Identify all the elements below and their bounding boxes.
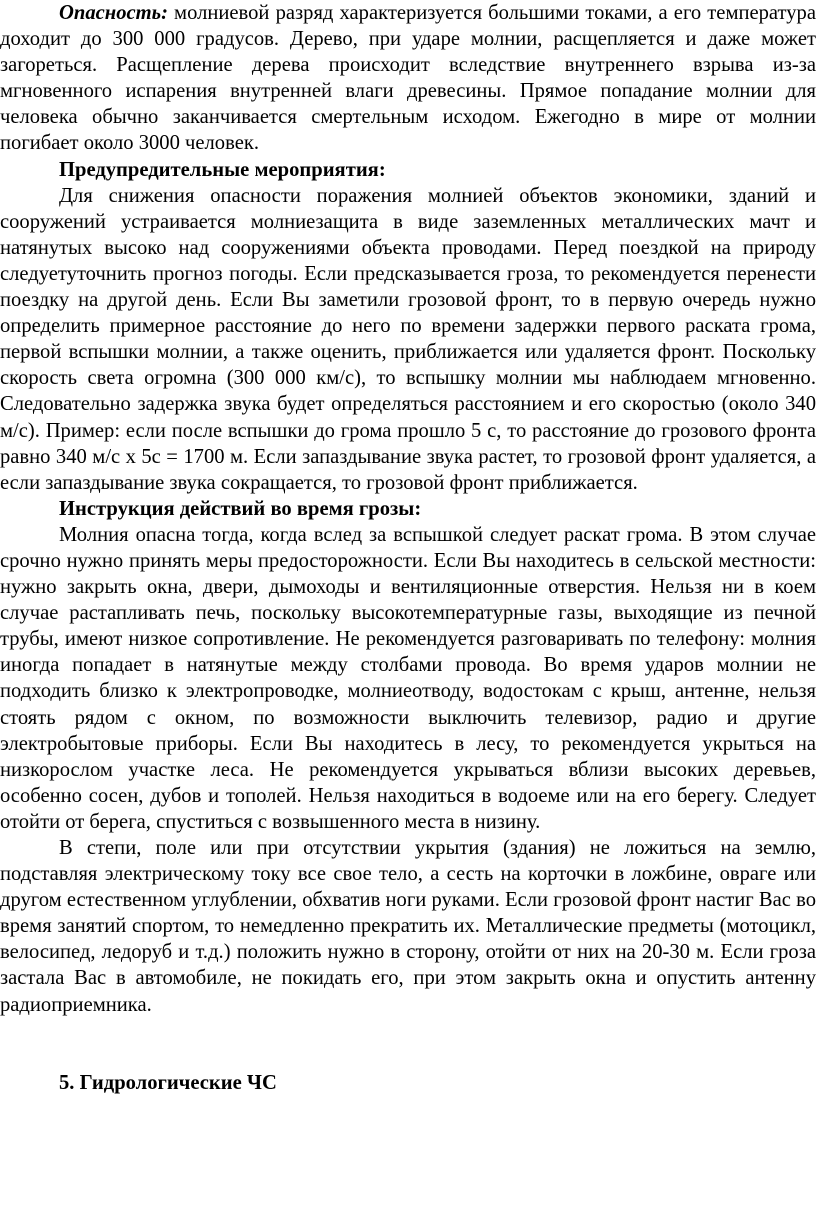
- danger-label: Опасность:: [59, 2, 168, 24]
- preventive-paragraph: Для снижения опасности поражения молнией объектов экономики, зданий и сооружений устраивается молниезащита в виде заземленных металлических мачт и натянутых высоко над сооружениями объекта проводами. Перед поездкой на природу следуетуточнить прогноз погоды. Если предсказывается гроза, то рекомендуется перенести поездку на другой день. Если Вы заметили грозовой фронт, то в первую очередь нужно определить примерное расстояние до него по времени задержки первого раската грома, первой вспышки молнии, а также оценить, приближается или удаляется фронт. Поскольку скорость света огромна (300 000 км/с), то вспышку молнии мы наблюдаем мгновенно. Следовательно задержка звука будет определяться расстоянием и его скоростью (около 340 м/с). Пример: если после вспышки до грома прошло 5 с, то расстояние до грозового фронта равно 340 м/с х 5с = 1700 м. Если запаздывание звука растет, то грозовой фронт удаляется, а если запаздывание звука сокращается, то грозовой фронт приближается.: [0, 184, 816, 494]
- danger-text: молниевой разряд характеризуется большими токами, а его температура доходит до 300 000 градусов. Дерево, при ударе молнии, расщепляется и даже может загореться. Расщепление дерева происходит вследствие внутреннего взрыва из-за мгновенного испарения внутренней влаги древесины. Прямое попадание молнии для человека обычно заканчивается смертельным исходом. Ежегодно в мире от молнии погибает около 3000 человек.: [0, 2, 816, 155]
- instructions-heading: Инструкция действий во время грозы:: [59, 497, 422, 520]
- instructions-paragraph-2: В степи, поле или при отсутствии укрытия (здания) не ложиться на землю, подставляя электрическому току все свое тело, а сесть на корточки в ложбине, овраге или другом естественном углублении, обхватив ноги руками. Если грозовой фронт настиг Вас во время занятий спортом, то немедленно прекратить их. Металлические предметы (мотоцикл, велосипед, ледоруб и т.д.) положить нужно в сторону, отойти от них на 20-30 м. Если гроза застала Вас в автомобиле, не покидать его, при этом закрыть окна и опустить антенну радиоприемника.: [0, 837, 816, 1016]
- danger-paragraph: [0, 0, 816, 157]
- preventive-heading: Предупредительные мероприятия:: [59, 158, 386, 181]
- section-title: 5. Гидрологические ЧС: [59, 1071, 277, 1094]
- section-spacer: [0, 1018, 816, 1070]
- instructions-paragraph-1: Молния опасна тогда, когда вслед за вспышкой следует раскат грома. В этом случае срочно нужно принять меры предосторожности. Если Вы находитесь в сельской местности: нужно закрыть окна, двери, дымоходы и вентиляционные отверстия. Нельзя ни в коем случае растапливать печь, поскольку высокотемпературные газы, выходящие из печной трубы, имеют низкое сопротивление. Не рекомендуется разговаривать по телефону: молния иногда попадает в натянутые между столбами провода. Во время ударов молнии не подходить близко к электропроводке, молниеотводу, водостокам с крыш, антенне, нельзя стоять рядом с окном, по возможности выключить телевизор, радио и другие электробытовые приборы. Если Вы находитесь в лесу, то рекомендуется укрыться на низкорослом участке леса. Не рекомендуется укрываться вблизи высоких деревьев, особенно сосен, дубов и тополей. Нельзя находиться в водоеме или на его берегу. Следует отойти от берега, спуститься с возвышенного места в низину.: [0, 523, 816, 833]
